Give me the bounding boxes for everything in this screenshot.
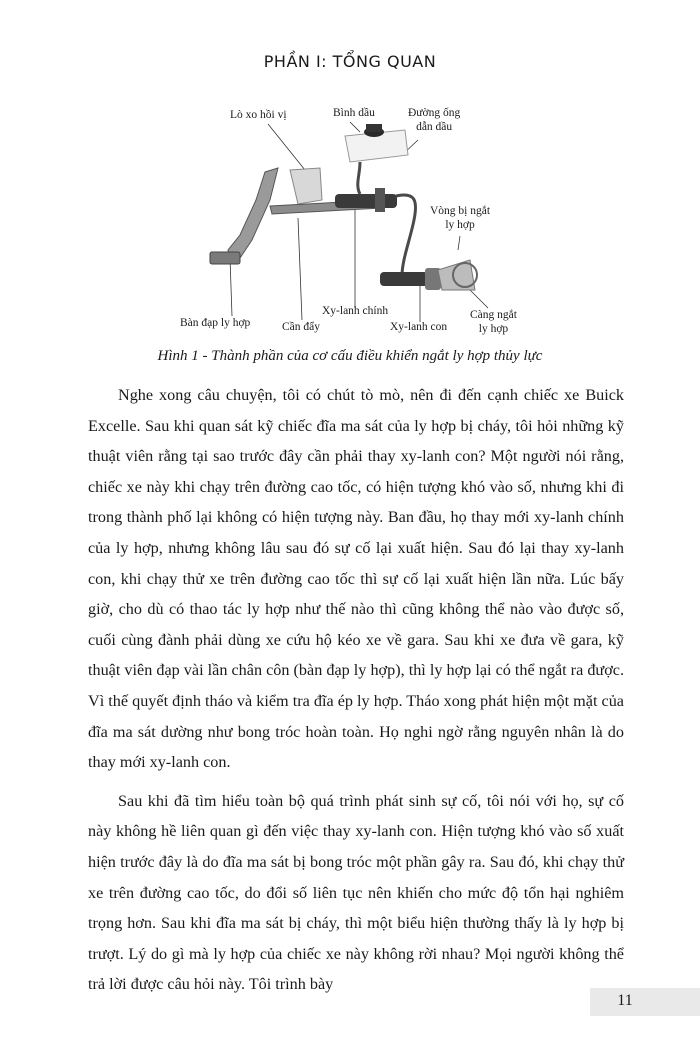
pedal-assembly <box>210 168 382 264</box>
label-return-spring: Lò xo hồi vị <box>230 109 287 121</box>
label-push-rod: Cần đẩy <box>282 321 321 333</box>
label-oil-line: Đường ống dẫn dầu <box>408 107 461 133</box>
label-release-bearing: Vòng bị ngắt ly hợp <box>430 205 491 231</box>
label-clutch-pedal: Bàn đạp ly hợp <box>180 317 251 329</box>
label-master-cylinder: Xy-lanh chính <box>322 305 389 317</box>
slave-cylinder <box>380 260 477 290</box>
reservoir <box>345 124 408 162</box>
paragraph: Nghe xong câu chuyện, tôi có chút tò mò, nên đi đến cạnh chiếc xe Buick Excelle. Sau khi quan sát kỹ chiếc đĩa ma sát của ly hợp bị cháy, tôi hỏi những kỹ thuật viên rằng tại sao trước đây cần phải thay xy-lanh con? Một người nói rằng, chiếc xe này khi chạy trên đường cao tốc, có hiện tượng khó vào số, nhưng khi đi trong thành phố lại không có hiện tượng này. Ban đầu, họ thay mới xy-lanh chính của ly hợp, nhưng không lâu sau đó sự cố lại xuất hiện. Sau đó lại thay xy-lanh con, khi chạy thử xe trên đường cao tốc thì sự cố lại xuất hiện lần nữa. Lúc bấy giờ, cho dù có thao tác ly hợp như thế nào thì cũng không thể nào vào được số, cuối cùng đành phải dùng xe cứu hộ kéo xe về gara. Sau khi xe đưa về gara, kỹ thuật viên đạp vài lần chân côn (bàn đạp ly hợp), thì ly hợp lại có thể ngắt ra được. Vì thế quyết định tháo và kiểm tra đĩa ép ly hợp. Tháo xong phát hiện một mặt của đĩa ma sát dường như bong tróc hoàn toàn. Họ nghi ngờ rằng nguyên nhân là do thay mới xy-lanh con. <box>88 386 624 772</box>
page-number: 11 <box>617 992 633 1009</box>
page-number-tab <box>590 988 700 1016</box>
label-release-fork: Càng ngắt ly hợp <box>470 309 517 335</box>
clutch-diagram <box>170 100 540 340</box>
label-slave-cylinder: Xy-lanh con <box>390 321 448 333</box>
body-text <box>88 380 624 1008</box>
label-reservoir: Bình dầu <box>333 107 375 119</box>
paragraph: Sau khi đã tìm hiểu toàn bộ quá trình phát sinh sự cố, tôi nói với họ, sự cố này không hề liên quan gì đến việc thay xy-lanh con. Hiện tượng khó vào số xuất hiện trước đây là do đĩa ma sát bị bong tróc một phần gây ra. Sau đó, khi chạy thử xe trên đường cao tốc, do đổi số liên tục nên khiến cho mức độ tổn hại nghiêm trọng hơn. Sau khi đĩa ma sát bị cháy, thì một biểu hiện thường thấy là ly hợp bị trượt. Lý do gì mà ly hợp của chiếc xe này không rời nhau? Mọi người không thể trả lời được câu hỏi này. Tôi trình bày <box>88 791 624 994</box>
page-header: PHẦN I: TỔNG QUAN <box>263 52 437 71</box>
figure-caption: Hình 1 - Thành phần của cơ cấu điều khiển ngắt ly hợp thủy lực <box>157 348 543 364</box>
